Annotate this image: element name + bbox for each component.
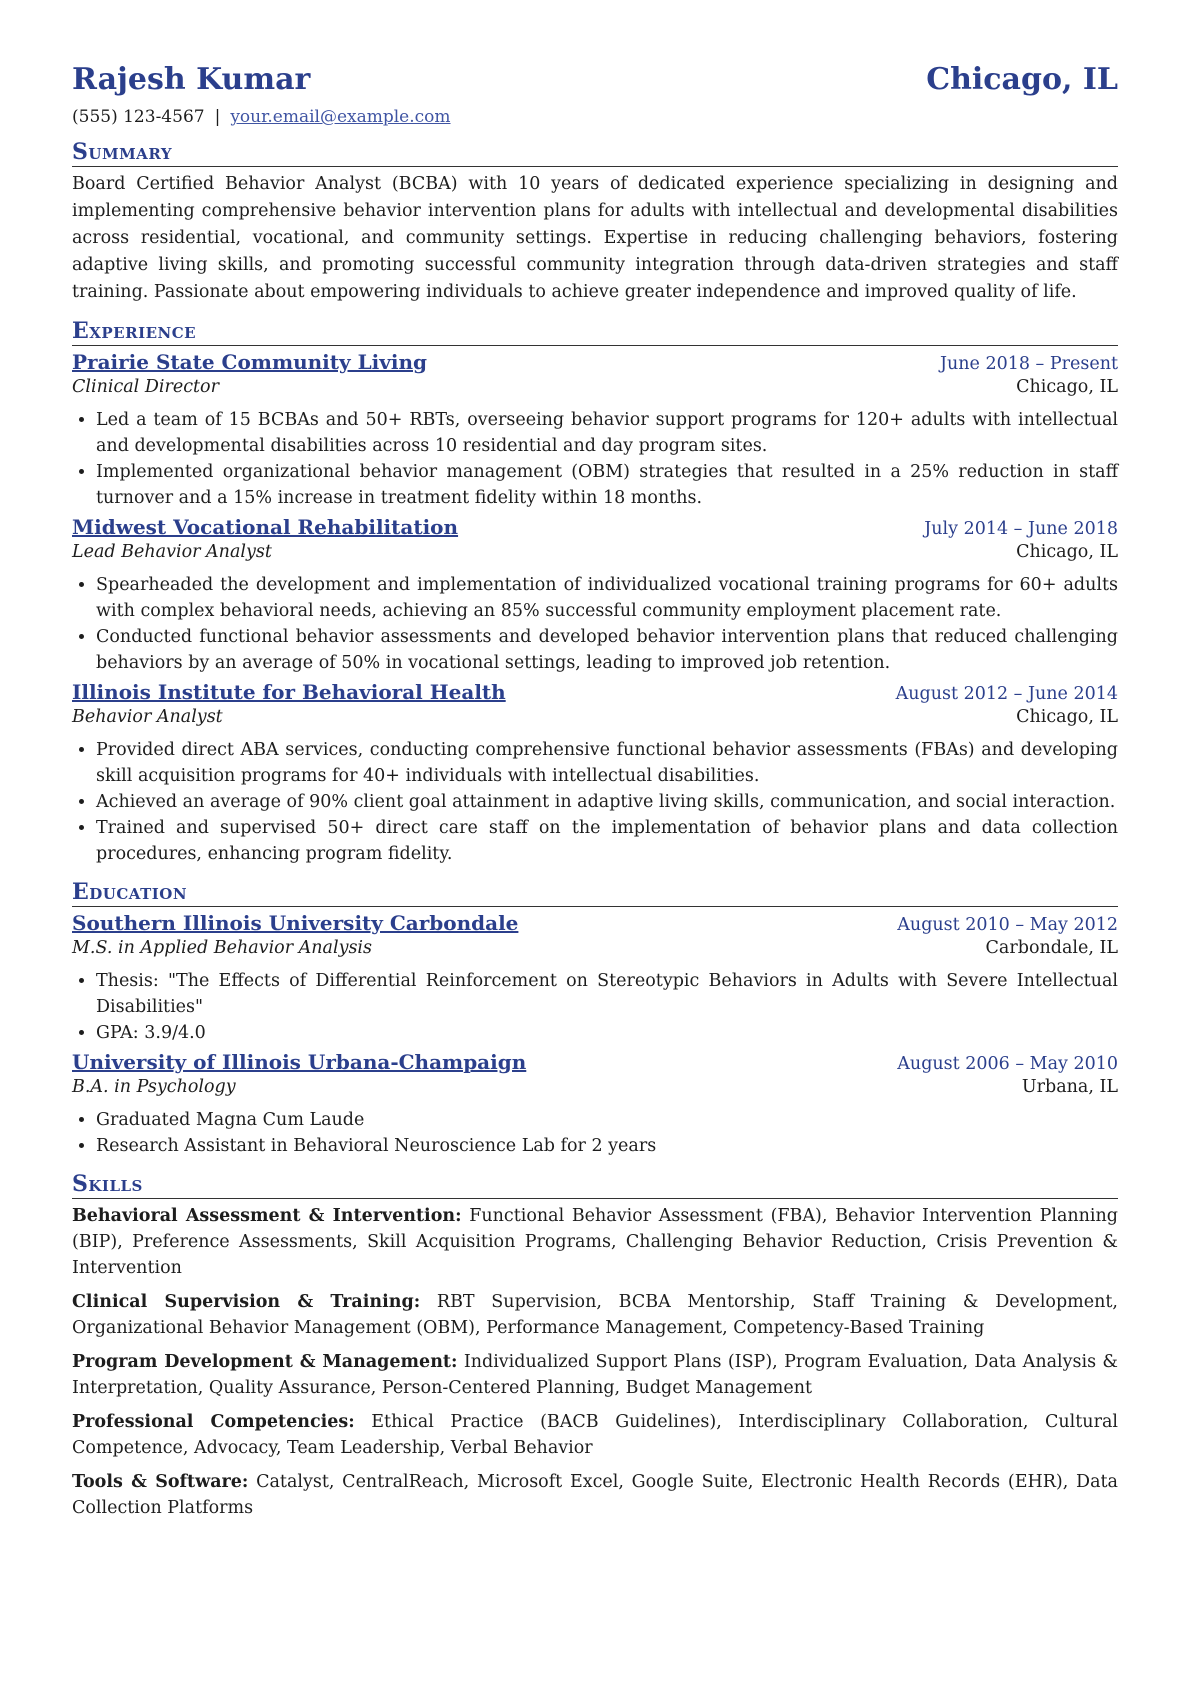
skill-group bbox=[72, 1469, 1118, 1521]
education-entry bbox=[72, 911, 1118, 1046]
job-bullets bbox=[72, 407, 1118, 511]
bullet-item: • Trained and supervised 50+ direct care staff on the implementation of behavior plans and data collection procedures, enhancing program fidelity. bbox=[96, 815, 1118, 867]
summary-text: Board Certified Behavior Analyst (BCBA) with 10 years of dedicated experience specializing in designing and implementing comprehensive behavior intervention plans for adults with intellectual and developmental disabilities across residential, vocational, and community settings. Expertise in reducing challenging behaviors, fostering adaptive living skills, and promoting successful community integration through data-driven strategies and staff training. Passionate about empowering individuals to achieve greater independence and improved quality of life. bbox=[72, 174, 1118, 302]
bullet-item: • Thesis: "The Effects of Differential Reinforcement on Stereotypic Behaviors in Adults with Severe Intellectual Disabilities" bbox=[96, 968, 1118, 1020]
job-title: Lead Behavior Analyst bbox=[72, 542, 272, 562]
job-bullets bbox=[72, 572, 1118, 676]
skill-text: Ethical Practice (BACB Guidelines), Interdisciplinary Collaboration, Cultural Competence, Advocacy, Team Leadership, Verbal Behavior bbox=[72, 1412, 1118, 1458]
school-link[interactable]: University of Illinois Urbana-Champaign bbox=[72, 1050, 527, 1074]
skill-group bbox=[72, 1409, 1118, 1461]
header-location: Chicago, IL bbox=[926, 62, 1118, 97]
bullet-item: • GPA: 3.9/4.0 bbox=[96, 1020, 1118, 1046]
bullet-item: • Implemented organizational behavior management (OBM) strategies that resulted in a 25% reduction in staff turnover and a 15% increase in treatment fidelity within 18 months. bbox=[96, 459, 1118, 511]
experience-entry bbox=[72, 515, 1118, 676]
experience-section bbox=[72, 318, 1118, 867]
job-dates: August 2012 – June 2014 bbox=[895, 684, 1118, 704]
candidate-name: Rajesh Kumar bbox=[72, 62, 311, 97]
school-location: Carbondale, IL bbox=[985, 938, 1118, 958]
education-dates: August 2006 – May 2010 bbox=[897, 1054, 1118, 1074]
employer-link[interactable]: Midwest Vocational Rehabilitation bbox=[72, 515, 459, 539]
employer-link[interactable]: Prairie State Community Living bbox=[72, 350, 428, 374]
education-section bbox=[72, 879, 1118, 1159]
bullet-item: • Spearheaded the development and implementation of individualized vocational training programs for 60+ adults with complex behavioral needs, achieving an 85% successful community employment placement rate. bbox=[96, 572, 1118, 624]
job-dates: July 2014 – June 2018 bbox=[924, 519, 1118, 539]
skill-label: Behavioral Assessment & Intervention: bbox=[72, 1206, 462, 1226]
section-title-summary: Summary bbox=[72, 139, 1118, 167]
section-title-experience: Experience bbox=[72, 318, 1118, 346]
education-entry bbox=[72, 1050, 1118, 1159]
skills-section bbox=[72, 1171, 1118, 1521]
skill-label: Tools & Software: bbox=[72, 1472, 249, 1492]
education-dates: August 2010 – May 2012 bbox=[897, 915, 1118, 935]
job-bullets bbox=[72, 737, 1118, 867]
job-title: Clinical Director bbox=[72, 377, 219, 397]
job-location: Chicago, IL bbox=[1016, 707, 1118, 727]
bullet-item: • Research Assistant in Behavioral Neuroscience Lab for 2 years bbox=[96, 1133, 1118, 1159]
employer-link[interactable]: Illinois Institute for Behavioral Health bbox=[72, 680, 506, 704]
bullet-item: • Led a team of 15 BCBAs and 50+ RBTs, overseeing behavior support programs for 120+ adults with intellectual and developmental disabilities across 10 residential and day program sites. bbox=[96, 407, 1118, 459]
contact-separator: | bbox=[214, 107, 221, 127]
experience-entry bbox=[72, 680, 1118, 867]
skill-label: Professional Competencies: bbox=[72, 1412, 355, 1432]
skill-text: Catalyst, CentralReach, Microsoft Excel, Google Suite, Electronic Health Records (EHR), Data Collection Platforms bbox=[72, 1472, 1118, 1518]
job-location: Chicago, IL bbox=[1016, 542, 1118, 562]
school-location: Urbana, IL bbox=[1021, 1077, 1118, 1097]
job-location: Chicago, IL bbox=[1016, 377, 1118, 397]
section-title-education: Education bbox=[72, 879, 1118, 907]
skill-label: Program Development & Management: bbox=[72, 1352, 458, 1372]
skill-group bbox=[72, 1289, 1118, 1341]
education-bullets bbox=[72, 968, 1118, 1046]
phone-number: (555) 123-4567 bbox=[72, 107, 205, 127]
job-dates: June 2018 – Present bbox=[939, 354, 1118, 374]
bullet-item: • Provided direct ABA services, conducting comprehensive functional behavior assessments (FBAs) and developing skill acquisition programs for 40+ individuals with intellectual disabilities. bbox=[96, 737, 1118, 789]
contact-line bbox=[72, 107, 1118, 127]
degree-title: B.A. in Psychology bbox=[72, 1077, 236, 1097]
degree-title: M.S. in Applied Behavior Analysis bbox=[72, 938, 373, 958]
skill-text: RBT Supervision, BCBA Mentorship, Staff Training & Development, Organizational Behavior Management (OBM), Performance Management, Competency-Based Training bbox=[72, 1292, 1118, 1338]
summary-section bbox=[72, 139, 1118, 306]
email-link[interactable]: your.email@example.com bbox=[230, 107, 451, 127]
bullet-item: • Achieved an average of 90% client goal attainment in adaptive living skills, communication, and social interaction. bbox=[96, 789, 1118, 815]
skills-list bbox=[72, 1203, 1118, 1521]
section-title-skills: Skills bbox=[72, 1171, 1118, 1199]
skill-group bbox=[72, 1349, 1118, 1401]
skill-label: Clinical Supervision & Training: bbox=[72, 1292, 421, 1312]
skill-text: Functional Behavior Assessment (FBA), Behavior Intervention Planning (BIP), Preference Assessments, Skill Acquisition Programs, Challenging Behavior Reduction, Crisis Prevention & Intervention bbox=[72, 1206, 1118, 1278]
bullet-item: • Graduated Magna Cum Laude bbox=[96, 1107, 1118, 1133]
bullet-item: • Conducted functional behavior assessments and developed behavior intervention plans that reduced challenging behaviors by an average of 50% in vocational settings, leading to improved job retention. bbox=[96, 624, 1118, 676]
skill-text: Individualized Support Plans (ISP), Program Evaluation, Data Analysis & Interpretation, Quality Assurance, Person-Centered Planning, Budget Management bbox=[72, 1352, 1118, 1398]
school-link[interactable]: Southern Illinois University Carbondale bbox=[72, 911, 519, 935]
skill-group bbox=[72, 1203, 1118, 1281]
experience-entry bbox=[72, 350, 1118, 511]
resume-header bbox=[72, 62, 1118, 97]
education-bullets bbox=[72, 1107, 1118, 1159]
job-title: Behavior Analyst bbox=[72, 707, 223, 727]
